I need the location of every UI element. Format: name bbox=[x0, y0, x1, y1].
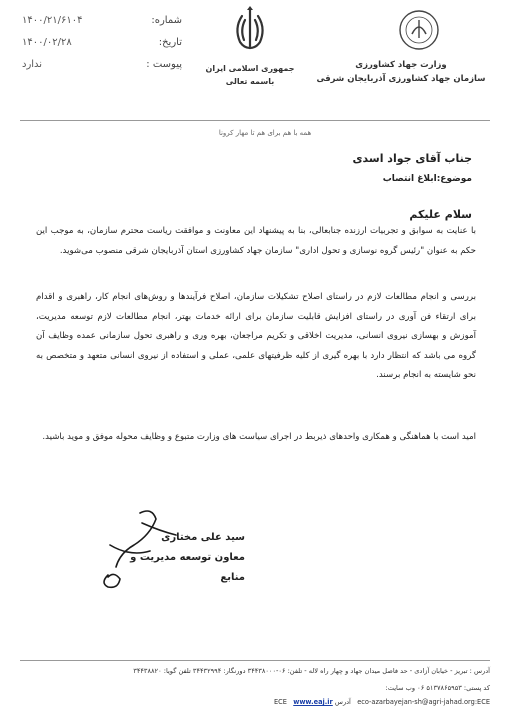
signer-block bbox=[105, 528, 245, 588]
signer-title: معاون توسعه مدیریت و منابع bbox=[130, 552, 245, 583]
header-divider bbox=[20, 120, 490, 121]
letter-attachment-label: پیوست : bbox=[146, 59, 182, 70]
letter-number-row bbox=[22, 10, 182, 32]
body-paragraph-3: امید است با هماهنگی و همکاری واحدهای ذیربط در اجرای سیاست های وزارت متبوع و وظایف محوله موفق و موید باشید. bbox=[42, 432, 476, 442]
footer-address: آدرس : تبریز - خیابان آزادی - حد فاصل میدان جهاد و چهار راه لاله - تلفن: ۰۶-۳۴۴۳۸۰۰۰ دورنگار: ۳۴۴۳۲۹۹۴ تلفن گویا: ۳۴۴۳۸۸۲۰ bbox=[133, 667, 490, 675]
footer-postal-text: کد پستی: ۵۱۳۷۸۶۵۹۵۳ ۰۶ وب سایت: bbox=[385, 684, 490, 692]
footer-contact bbox=[20, 698, 490, 706]
footer-email-label: آدرس ECE bbox=[274, 698, 351, 706]
salutation: سلام علیکم bbox=[409, 208, 472, 221]
ministry-name: وزارت جهاد کشاورزی bbox=[355, 60, 447, 70]
ministry-heading bbox=[306, 58, 496, 86]
body-paragraph-1: با عنایت به سوابق و تجربیات ارزنده جنابعالی، بنا به پیشنهاد این معاونت و موافقت ریاست محترم سازمان، به موجب این حکم به عنوان "رئیس گروه نوسازی و تحول اداری" سازمان جهاد کشاورزی استان آذربایجان شرقی منصوب می‌شوید. bbox=[36, 226, 476, 256]
letter-date-label: تاریخ: bbox=[158, 37, 182, 48]
recipient-line: جناب آقای جواد اسدی bbox=[352, 152, 472, 165]
subject-line: موضوع:ابلاغ انتصاب bbox=[382, 174, 472, 184]
letter-attachment-value: ندارد bbox=[22, 59, 43, 70]
letter-attachment-row bbox=[22, 54, 182, 76]
organization-name: سازمان جهاد کشاورزی آذربایجان شرقی bbox=[316, 74, 486, 84]
invocation: باسمه تعالی bbox=[225, 77, 275, 86]
footer-website-link[interactable]: www.eaj.ir bbox=[293, 698, 333, 706]
letter-date-row bbox=[22, 32, 182, 54]
jahad-keshavarzi-logo-icon bbox=[392, 8, 446, 52]
country-heading bbox=[200, 62, 300, 88]
body-paragraph-2: بررسی و انجام مطالعات لازم در راستای اصلاح تشکیلات سازمان، اصلاح فرآیندها و روش‌های انجام کار، راهبری و اقدام برای ارتقاء فن آوری در راستای افزایش قابلیت سازمان برای ارائه خدمات بهتر، انجام مطالعات لازم توسعه مدیریت، آموزش و بهسازی نیروی انسانی، مدیریت اخلاقی و تکریم مراجعان، بهره وری و راهبری تحول سازمانی عمده وظایف آن گروه می باشد که انتظار دارد با بهره گیری از کلیه ظرفیتهای علمی، عملی و استفاده از نیروی انسانی متعهد و متخصص به نحو شایسته به انجام برسند. bbox=[36, 292, 476, 381]
signer-name: سید علی مختاری bbox=[161, 532, 245, 543]
country-name: جمهوری اسلامی ایران bbox=[205, 64, 295, 73]
letter-number-value: ۱۴۰۰/۲۱/۶۱۰۴ bbox=[22, 15, 83, 26]
iran-emblem-icon bbox=[228, 6, 272, 56]
footer-divider bbox=[20, 660, 490, 661]
letter-date-value: ۱۴۰۰/۰۲/۲۸ bbox=[22, 37, 72, 48]
letter-meta bbox=[22, 10, 182, 76]
footer-postal bbox=[20, 684, 490, 692]
letter-number-label: شماره: bbox=[151, 15, 182, 26]
corona-notice: همه با هم برای هم تا مهار کرونا bbox=[218, 129, 312, 137]
footer-email[interactable]: eco-azarbayejan-sh@agri-jahad.org:ECE bbox=[357, 698, 490, 706]
